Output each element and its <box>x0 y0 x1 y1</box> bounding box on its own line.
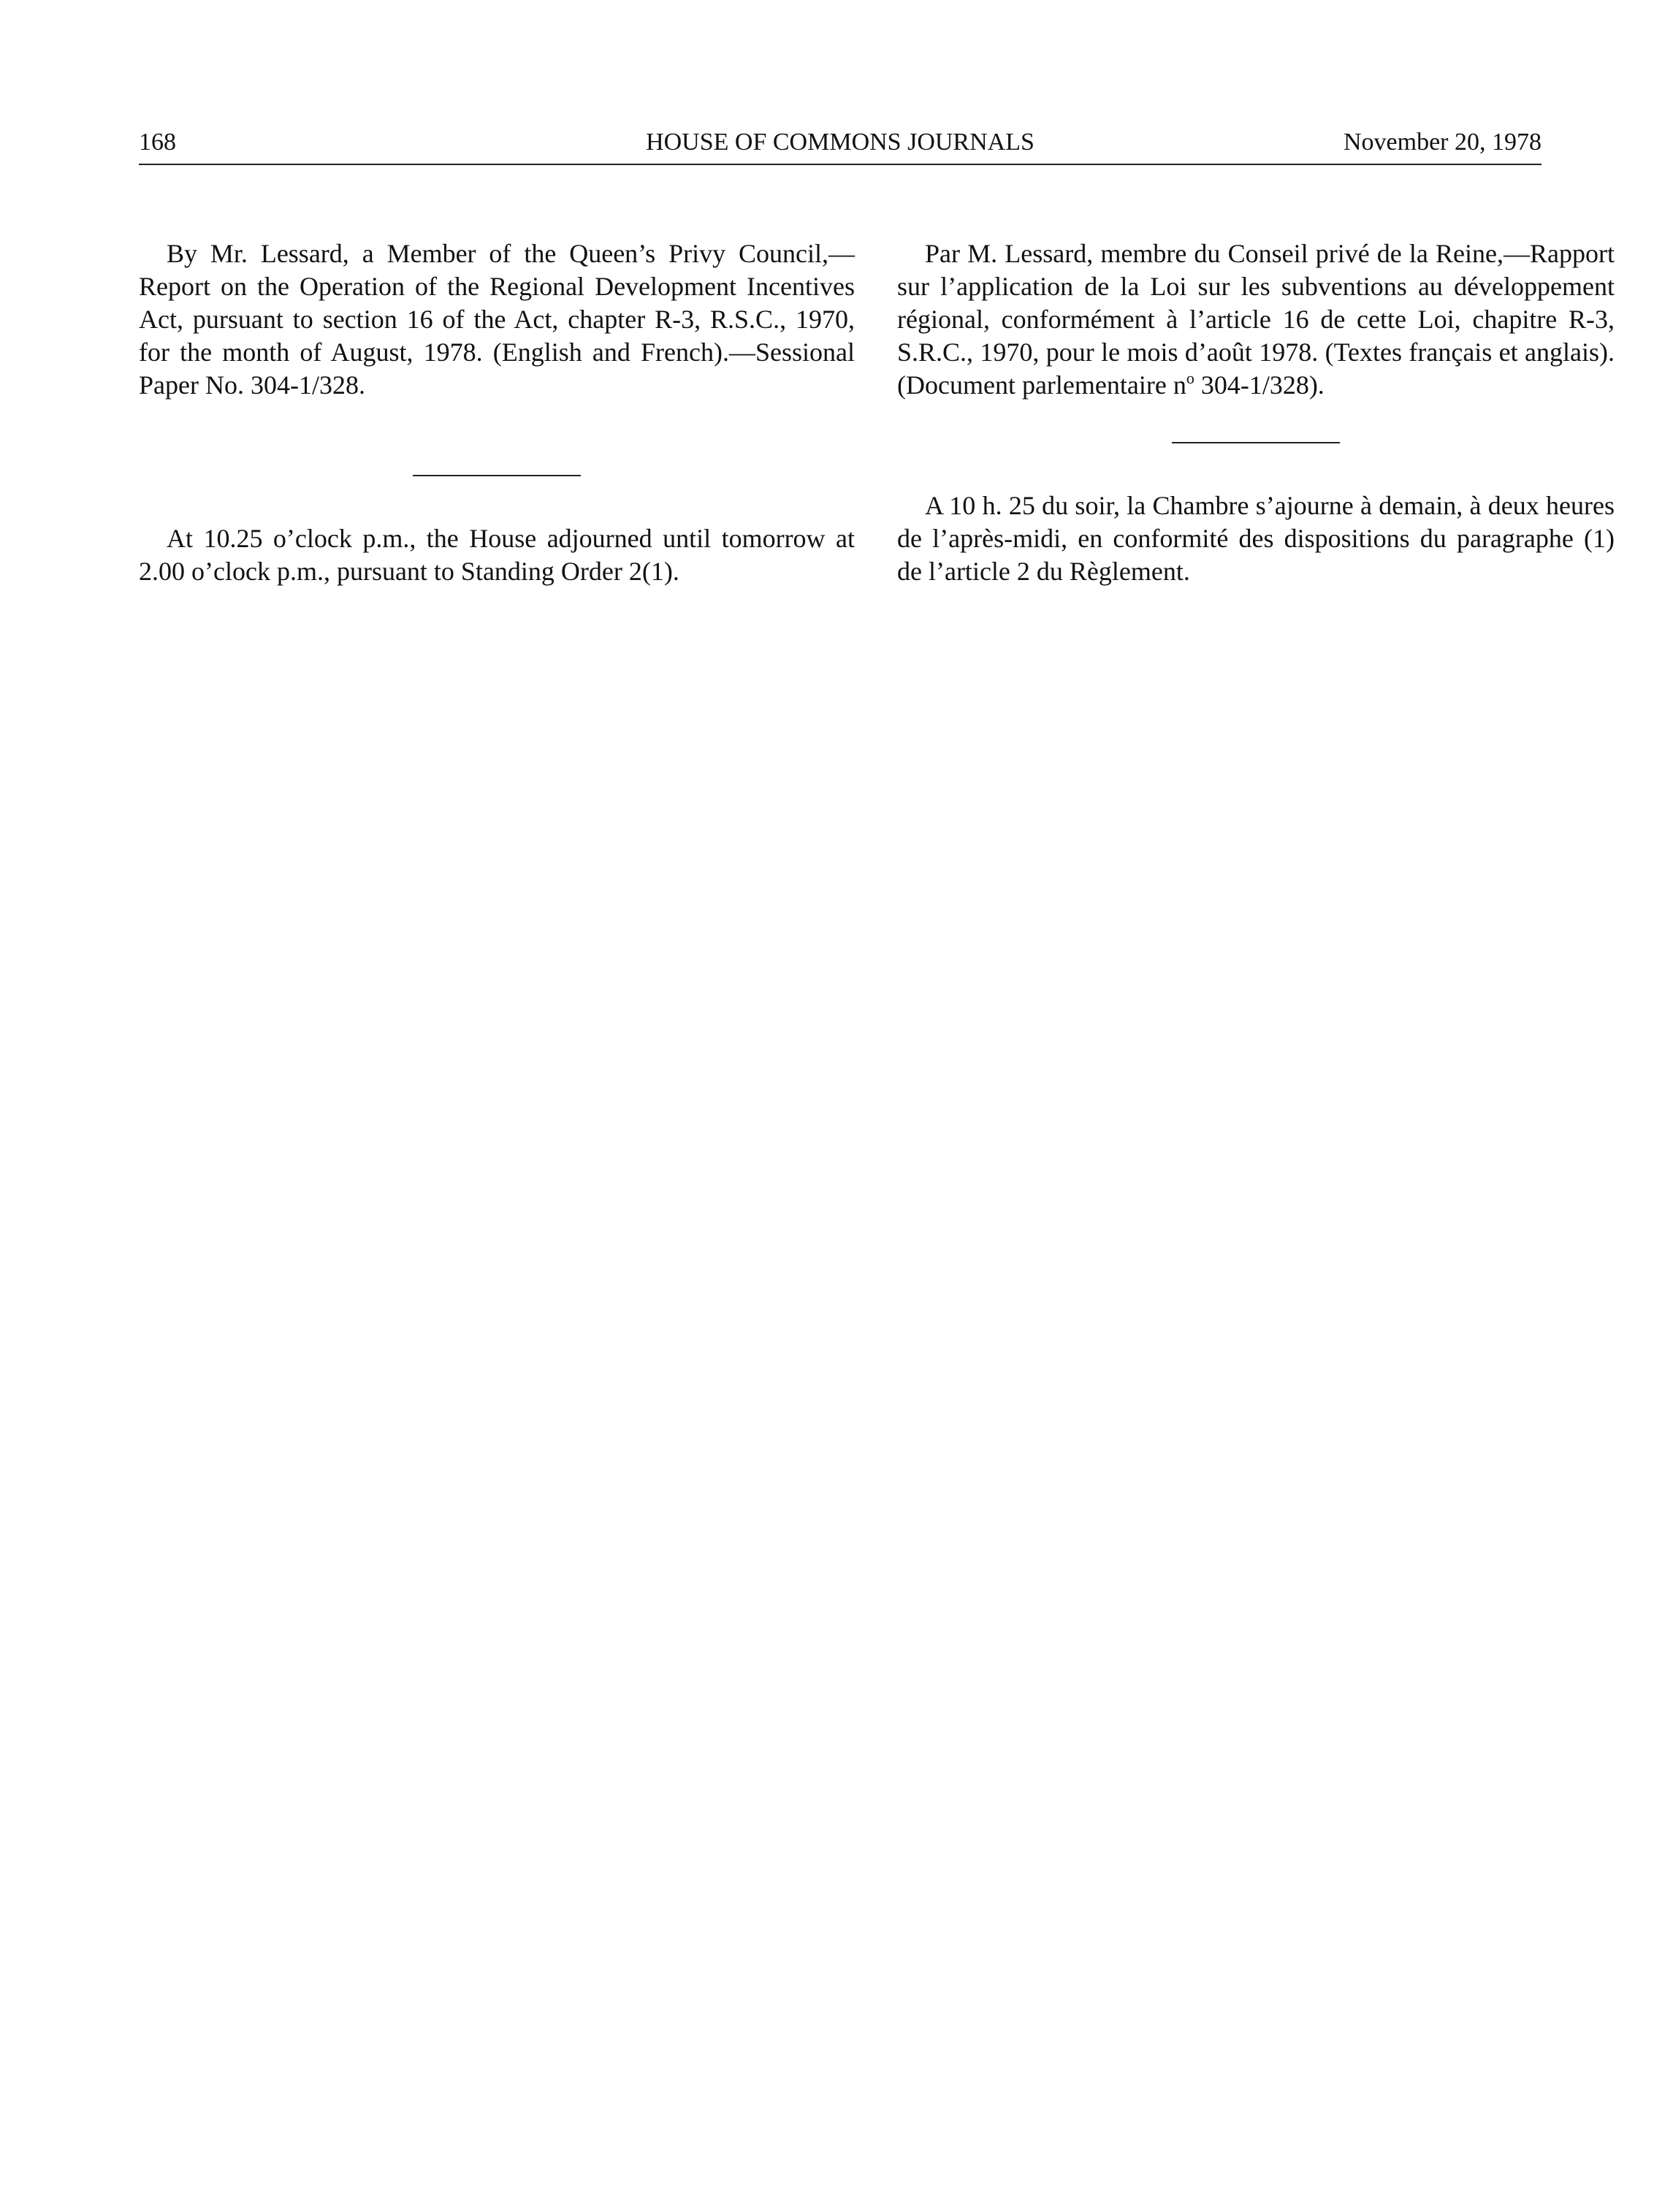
journal-title: HOUSE OF COMMONS JOURNALS <box>646 129 1034 156</box>
sessional-paper-entry-fr-text: Par M. Lessard, membre du Conseil privé de la Reine,—Rapport sur l’application de la Loi sur les subventions au développement régional, conformément à l’article 16 de cette Loi, chapitre R-3, S.R.C., 1970, pour le mois d’août 1978. (Textes français et anglais). (Document parlementaire n <box>897 239 1615 400</box>
page-header <box>139 124 1541 161</box>
sessional-paper-entry-en: By Mr. Lessard, a Member of the Queen’s Privy Council,—Report on the Operation of the Regional Development Incentives Act, pursuant to section 16 of the Act, chapter R-3, R.S.C., 1970, for the month of August, 1978. (English and French).—Sessional Paper No. 304-1/328. <box>139 239 855 400</box>
french-column <box>897 237 1615 588</box>
header-date: November 20, 1978 <box>1343 129 1541 156</box>
adjournment-entry-en: At 10.25 o’clock p.m., the House adjourned until tomorrow at 2.00 o’clock p.m., pursuant to Standing Order 2(1). <box>139 524 855 586</box>
sessional-paper-entry-fr-number: 304-1/328). <box>1194 370 1325 400</box>
english-column <box>139 237 855 588</box>
header-rule <box>139 164 1541 165</box>
sessional-paper-entry-fr <box>897 237 1615 402</box>
page-number: 168 <box>139 129 176 156</box>
adjournment-entry-fr: A 10 h. 25 du soir, la Chambre s’ajourne à demain, à deux heures de l’après-midi, en conformité des dispositions du paragraphe (1) de l’article 2 du Règlement. <box>897 491 1615 586</box>
numero-superscript: o <box>1186 369 1194 387</box>
